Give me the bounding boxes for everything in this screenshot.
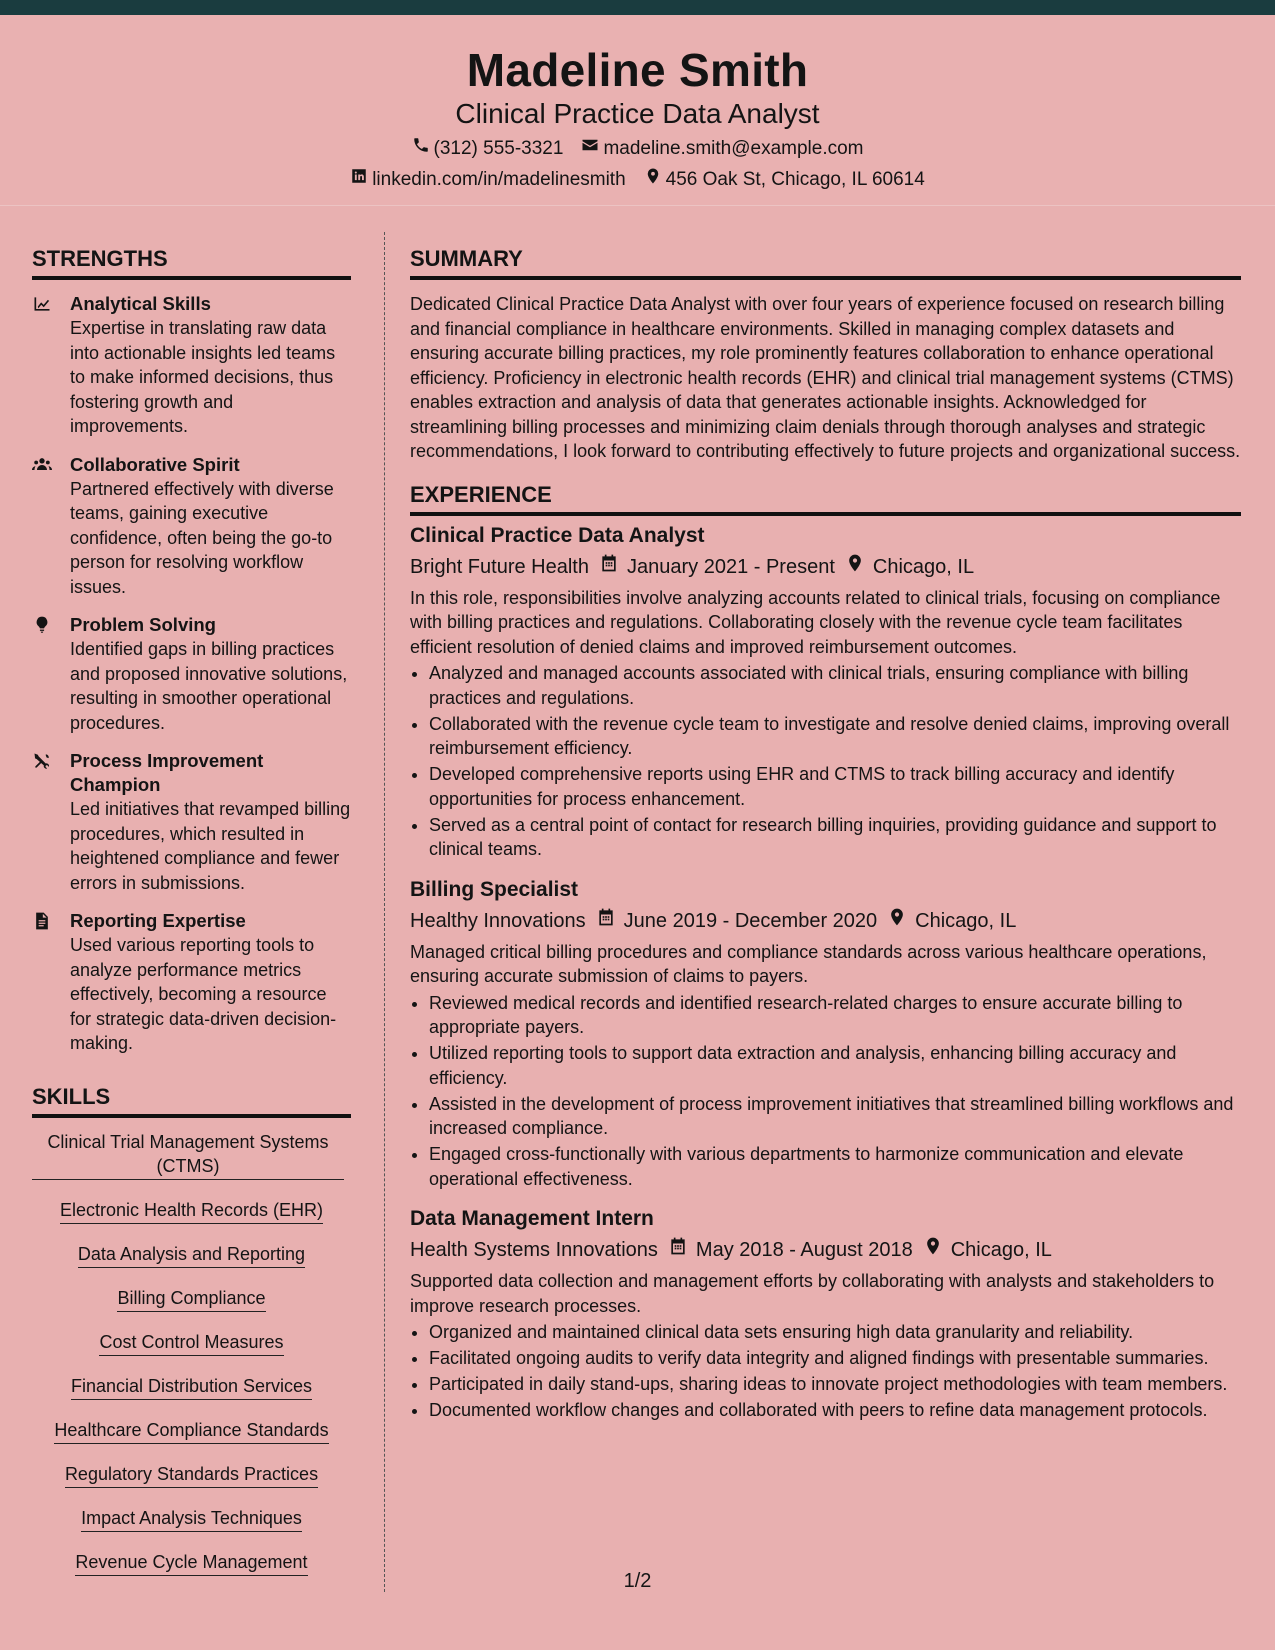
contact-phone — [412, 136, 564, 162]
strength-title: Reporting Expertise — [70, 910, 246, 931]
bullet-item: • Developed comprehensive reports using EHR and CTMS to track billing accuracy and identify opportunities for process enhancement. — [429, 762, 1241, 811]
skill-item: Billing Compliance — [117, 1286, 265, 1312]
job-dates: January 2021 - Present — [626, 555, 835, 578]
job-dates: May 2018 - August 2018 — [695, 1239, 913, 1261]
right-column — [410, 244, 1241, 1437]
strength-title: Collaborative Spirit — [70, 453, 240, 475]
bullet-item: • Assisted in the development of process improvement initiatives that streamlined billing workflows and increased compliance. — [429, 1092, 1241, 1141]
skills-heading: SKILLS — [32, 1082, 351, 1118]
bullet-item: • Facilitated ongoing audits to verify data integrity and aligned findings with presentable summaries. — [429, 1346, 1241, 1371]
email-text: madeline.smith@example.com — [603, 138, 864, 159]
calendar-icon — [599, 552, 619, 582]
strength-desc: Used various reporting tools to analyze performance metrics effectively, becoming a resource for strategic data-driven decision-making. — [70, 935, 337, 1053]
contact-line-1 — [0, 136, 1275, 162]
envelope-icon — [581, 136, 599, 162]
job-location: Chicago, IL — [950, 1239, 1052, 1261]
map-pin-icon — [845, 552, 865, 582]
strength-title: Analytical Skills — [70, 293, 211, 314]
top-accent-bar — [0, 0, 1275, 15]
phone-icon — [412, 136, 430, 162]
job-dates: June 2019 - December 2020 — [623, 909, 878, 932]
skill-item: Revenue Cycle Management — [75, 1550, 307, 1576]
chart-line-icon — [32, 292, 70, 439]
job-bullets — [410, 1320, 1241, 1423]
column-divider — [384, 232, 385, 1592]
skills-list — [32, 1130, 351, 1594]
skill-item: Regulatory Standards Practices — [65, 1462, 318, 1488]
bullet-item: • Organized and maintained clinical data sets ensuring high data granularity and reliability. — [429, 1320, 1241, 1345]
job-description: Managed critical billing procedures and compliance standards across various healthcare operations, ensuring accurate submission of claims to payers. — [410, 941, 1207, 986]
strength-item — [32, 613, 351, 735]
job-bullets — [410, 661, 1241, 862]
company-name: Health Systems Innovations — [410, 1239, 658, 1261]
strength-desc: Partnered effectively with diverse teams, gaining executive confidence, often being the go-to person for resolving workflow issues. — [70, 478, 334, 597]
skill-item: Data Analysis and Reporting — [78, 1242, 305, 1268]
document-icon — [32, 909, 70, 1056]
job-location: Chicago, IL — [872, 555, 975, 578]
address-text: 456 Oak St, Chicago, IL 60614 — [665, 169, 925, 190]
tools-icon — [32, 749, 70, 895]
calendar-icon — [668, 1235, 688, 1265]
page-number: 1/2 — [623, 1570, 652, 1592]
strength-item — [32, 453, 351, 600]
skill-item: Healthcare Compliance Standards — [54, 1418, 328, 1444]
calendar-icon — [596, 906, 616, 936]
strength-desc: Identified gaps in billing practices and proposed innovative solutions, resulting in smoother operational procedures. — [70, 639, 348, 733]
strength-item — [32, 749, 351, 895]
job-entry — [410, 1205, 1241, 1423]
job-entry — [410, 522, 1241, 862]
job-title: Billing Specialist — [410, 877, 579, 901]
strength-item — [32, 909, 351, 1056]
contact-address — [644, 167, 925, 193]
left-column — [32, 244, 351, 1594]
job-meta — [410, 906, 1241, 936]
job-meta — [410, 552, 1241, 582]
job-meta — [410, 1235, 1241, 1265]
strength-desc: Expertise in translating raw data into actionable insights led teams to make informed decisions, thus fostering growth and improvements. — [70, 318, 336, 436]
skill-item: Financial Distribution Services — [71, 1374, 312, 1400]
map-pin-icon — [644, 167, 662, 193]
summary-text: Dedicated Clinical Practice Data Analyst with over four years of experience focused on research billing and financial compliance in healthcare environments. Skilled in managing complex datasets and ensuring accurate billing practices, my role prominently features collaboration to enhance operational efficiency. Proficiency in electronic health records (EHR) and clinical trial management systems (CTMS) enables extraction and analysis of data that generates actionable insights. Acknowledged for streamlining billing processes and minimizing claim denials through thorough analyses and strategic recommendations, I look forward to contributing effectively to future projects and organizational success. — [410, 294, 1241, 461]
skill-item: Cost Control Measures — [99, 1330, 283, 1356]
resume-header — [0, 15, 1275, 206]
strength-desc: Led initiatives that revamped billing procedures, which resulted in heightened compliance and fewer errors in submissions. — [70, 799, 351, 893]
bullet-item: • Collaborated with the revenue cycle team to investigate and resolve denied claims, improving overall reimbursement efficiency. — [429, 712, 1241, 761]
users-icon — [32, 453, 70, 600]
map-pin-icon — [923, 1235, 943, 1265]
job-bullets — [410, 991, 1241, 1192]
strength-item — [32, 292, 351, 439]
job-title: Data Management Intern — [410, 1207, 654, 1230]
skill-item: Electronic Health Records (EHR) — [60, 1198, 323, 1224]
candidate-name: Madeline Smith — [466, 44, 809, 96]
job-entry — [410, 876, 1241, 1192]
bullet-item: • Participated in daily stand-ups, sharing ideas to innovate project methodologies with team members. — [429, 1372, 1241, 1397]
contact-linkedin — [350, 167, 625, 193]
experience-heading: EXPERIENCE — [410, 480, 1241, 516]
skill-item: Impact Analysis Techniques — [81, 1506, 302, 1532]
linkedin-icon — [350, 167, 368, 193]
job-title: Clinical Practice Data Analyst — [410, 523, 705, 547]
bullet-item: • Engaged cross-functionally with various departments to harmonize communication and elevate operational effectiveness. — [429, 1142, 1241, 1191]
bullet-item: • Analyzed and managed accounts associated with clinical trials, ensuring compliance with billing practices and regulations. — [429, 661, 1241, 710]
strength-title: Process Improvement Champion — [70, 750, 264, 795]
job-location: Chicago, IL — [915, 909, 1017, 932]
phone-text: (312) 555-3321 — [433, 138, 564, 159]
company-name: Bright Future Health — [410, 555, 589, 578]
skill-item: Clinical Trial Management Systems (CTMS) — [32, 1130, 344, 1180]
map-pin-icon — [887, 906, 907, 936]
summary-heading: SUMMARY — [410, 244, 1241, 280]
bullet-item: • Documented workflow changes and collaborated with peers to refine data management protocols. — [429, 1398, 1241, 1423]
job-description: Supported data collection and management efforts by collaborating with analysts and stakeholders to improve research processes. — [410, 1271, 1215, 1316]
job-description: In this role, responsibilities involve analyzing accounts related to clinical trials, focusing on compliance with billing practices and regulations. Collaborating closely with the revenue cycle team facilitates efficient resolution of denied claims and improved reimbursement outcomes. — [410, 587, 1221, 657]
linkedin-text: linkedin.com/in/madelinesmith — [372, 169, 626, 190]
contact-line-2 — [0, 167, 1275, 193]
bullet-item: • Utilized reporting tools to support data extraction and analysis, enhancing billing accuracy and efficiency. — [429, 1041, 1241, 1090]
bullet-item: • Reviewed medical records and identified research-related charges to ensure accurate billing to appropriate payers. — [429, 991, 1241, 1040]
lightbulb-icon — [32, 613, 70, 735]
strength-title: Problem Solving — [70, 614, 216, 635]
bullet-item: • Served as a central point of contact for research billing inquiries, providing guidance and support to clinical teams. — [429, 813, 1241, 862]
contact-email — [581, 136, 863, 162]
candidate-title: Clinical Practice Data Analyst — [455, 98, 820, 129]
strengths-heading: STRENGTHS — [32, 244, 351, 280]
company-name: Healthy Innovations — [410, 909, 586, 932]
